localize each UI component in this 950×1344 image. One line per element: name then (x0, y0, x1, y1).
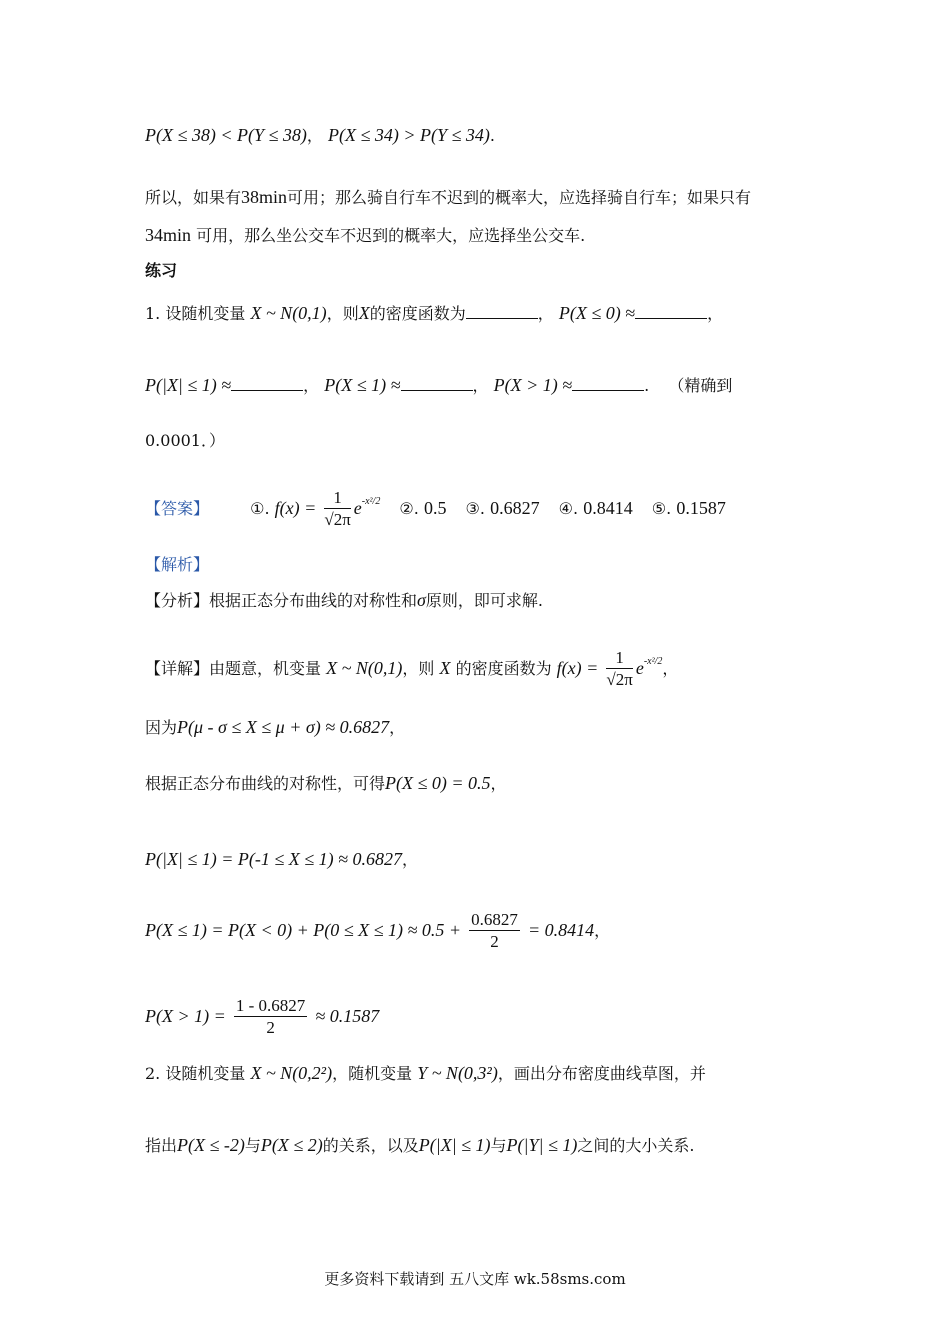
because-line: 因为P(μ - σ ≤ X ≤ μ + σ) ≈ 0.6827， (145, 717, 406, 737)
math-expr: P(X ≤ 34) > P(Y ≤ 34) (328, 125, 490, 145)
analysis-summary: 【分析】根据正态分布曲线的对称性和σ原则，即可求解. (145, 590, 544, 610)
answer-blank (231, 374, 303, 391)
answer-line: 【答案】 ①. f(x) = $\frac{1}{√2\pi}$ $e^{-x^2/2}$ ②. 0.5 ③. 0.6827 ④. 0.8414 ⑤. 0.1587 (145, 488, 726, 529)
equation-1: P(|X| ≤ 1) = P(-1 ≤ X ≤ 1) ≈ 0.6827， (145, 849, 419, 869)
fraction: $\frac{1}{√2\pi}$ (606, 648, 633, 689)
answer-blank (635, 302, 707, 319)
analysis-label: 【解析】 (145, 555, 210, 574)
answer-blank (401, 374, 473, 391)
question-2-line-2: 指出P(X ≤ -2)与P(X ≤ 2)的关系，以及P(|X| ≤ 1)与P(|Y| ≤ 1)之间的大小关系. (145, 1135, 695, 1155)
answer-label: 【答案】 (145, 499, 210, 518)
fraction: $\frac{1}{√2\pi}$ (324, 488, 351, 529)
question-1-line-1: 1. 设随机变量 X ~ N(0,1)，则X的密度函数为 ， P(X ≤ 0) ≈ ， (145, 303, 724, 323)
symmetry-line: 根据正态分布曲线的对称性，可得P(X ≤ 0) = 0.5， (145, 773, 507, 793)
math-expr: P(X ≤ 38) < P(Y ≤ 38) (145, 125, 307, 145)
section-heading-practice: 练习 (145, 261, 178, 280)
question-1-line-3: 0.0001．） (145, 431, 225, 450)
detail-line: 【详解】由题意，机变量 X ~ N(0,1)，则 X 的密度函数为 f(x) = $\frac{1}{√2\pi}$ $e^{-x^2/2}$， (145, 648, 679, 689)
equation-2: P(X ≤ 1) = P(X < 0) + P(0 ≤ X ≤ 1) ≈ 0.5 + $\frac{0.6827}{2}$ = 0.8414， (145, 910, 611, 951)
equation-3: P(X > 1) = $\frac{1 - 0.6827}{2}$ ≈ 0.1587 (145, 996, 380, 1037)
question-2-line-1: 2. 设随机变量 X ~ N(0,2²)，随机变量 Y ~ N(0,3²)，画出分布密度曲线草图，并 (145, 1063, 706, 1083)
page-footer: 更多资料下载请到 五八文库 wk.58sms.com (324, 1270, 626, 1288)
conclusion-line-2: 34min 可用，那么坐公交车不迟到的概率大，应选择坐公交车. (145, 225, 586, 245)
fraction: $\frac{0.6827}{2}$ (471, 910, 518, 951)
question-1-line-2: P(|X| ≤ 1) ≈ ， P(X ≤ 1) ≈ ， P(X > 1) ≈ . （精确到 (145, 375, 733, 395)
prob-comparison-line: P(X ≤ 38) < P(Y ≤ 38)， P(X ≤ 34) > P(Y ≤ 34). (145, 125, 495, 145)
fraction: $\frac{1 - 0.6827}{2}$ (235, 996, 306, 1037)
answer-blank (572, 374, 644, 391)
conclusion-line-1: 所以，如果有38min可用；那么骑自行车不迟到的概率大，应选择骑自行车；如果只有 (145, 187, 752, 207)
answer-blank (466, 302, 538, 319)
